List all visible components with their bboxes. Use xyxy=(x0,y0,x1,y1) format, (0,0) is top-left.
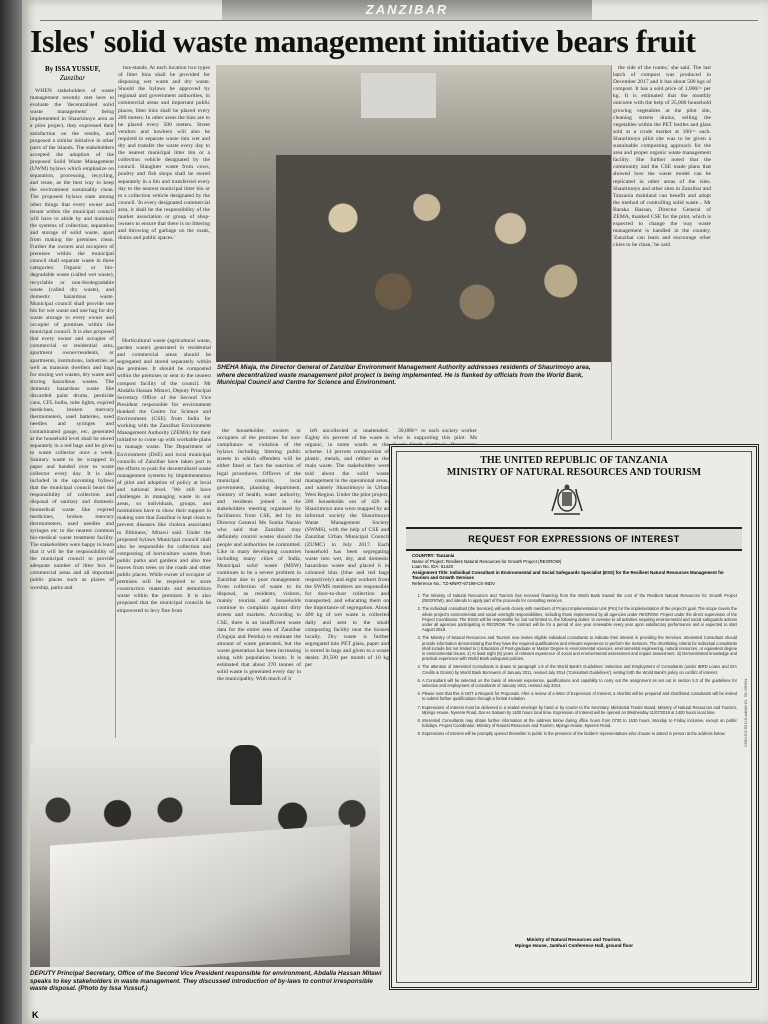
article-column-right xyxy=(613,65,711,437)
article-column-4 xyxy=(305,428,389,733)
column-text: 30,000/= to each society worker who is supporting this pilot. Ms xyxy=(393,428,477,442)
column-text: WHEN stakeholders of waste management recently met here to evaluate the 'decentralised solid waste management' being implemented in Shaurimoyo area as a pilot project, they expressed their satisfaction on the results, and proposed a similar initiative in other parts of the islands. The stakeholders accepted the adoption of the proposed Solid Waste Management (UWM) bylaws which emphasize on separation, processing, recycling, and reuse, as the best way to keep the environment sustainably clean. The proposed bylaws state among other things that every owner and tenant within the municipal council will have to abide by and maintain the systems of collection, separation and storage of solid waste, apart from making the premises clean. Further the owners and occupiers of premises within the municipal council shall separate waste in three categories: Organic or bio-degradable waste (called wet waste), recyclable or non-biodegradable waste (called dry waste), and domestic hazardous waste. Municipal council shall provide one bin for wet waste and one bag for dry waste storage to every owner and occupier of premises within the municipal council. It is also proposed that every owner and occupier of commercial or residential area, apartment owner/residents, or apartments, institutions, industries as well as mansion dwellers and bags for storing wet wastes, dry waste and storing hazardous wastes. The domestic hazardous waste like discarded paint drums, pesticide cans, CFL bulbs, tube lights, expired medicines, broken mercury thermometers, used batteries, used needles and syringes and contaminated gauge, etc, generated at the household level shall be stored separately in a red bags and be given to waste collector once a week. Sanitary waste to be wrapped in paper and handed over to waste collector every day. It is also included in the upcoming bylaws that the municipal council bears the responsibility of collection and disposal of sanitary and domestic biomedical waste like expired medicines, broken mercury thermometers, used needles and syringes etc to the nearest common bio-medical waste treatment facility. The stakeholders were happy to learn that it will be the responsibility of the municipal council to provide adequate number of litter box in commercial areas and all important public places such as places of worship, parks and xyxy=(30,88,114,591)
page-marker: K xyxy=(32,1010,39,1020)
photo-table-shape xyxy=(50,825,350,967)
column-divider xyxy=(115,88,116,738)
coat-of-arms-icon xyxy=(548,483,586,517)
column-divider xyxy=(611,65,612,440)
column-text: bus-stands. At each location two types of litter bins shall be provided for disposing wet waste and dry waste. Should the bylaws be approved by regional and government authorities, in commercial areas and important public places, litter bins shall be placed every 200 meters. In other areas the bins are to be placed every 500 meters. Street vendors and hawkers will also be required to separate waste into wet and dry and transfer the waste every day to the nearest municipal litter bin or a collection vehicle designated by the council. Slaughter waste from cows, poultry and fish shops shall be stored separately in a bin and transferred every day to the nearest municipal litter bin or to a collection vehicle designated by the council. 'In every designated commercial area, it shall be the responsibility of the market association or group of shop-owners to ensure that there is no littering and throwing of garbage on the roads, drains and public spaces.' xyxy=(118,65,210,242)
article-column-2 xyxy=(118,65,210,338)
ad-item: 1. The Ministry of Natural Resources and Tourism has received financing from the World Bank toward the cost of the Resilient Natural Resources for Growth Project (REGROW), and intends to apply part of the proceeds for consulting services. xyxy=(422,593,737,603)
ad-items-list xyxy=(412,593,737,737)
ad-side-note: Tender No. TZ-MNRT-67199-CS-INDV xyxy=(743,678,748,747)
photo-caption-main: SHEHA Miaja, the Director General of Zanzibar Environment Management Authority addresses residents of Shaurimoyo area, where decentralized waste management pilot project is being implemented. He is flanked by officials from the World Bank, Municipal Council and Centre for Science and Environment. xyxy=(217,364,591,387)
ad-item: 2. The individual consultant (the Services) will work closely with members of Project Implementation Unit (PIU) for the implementation of the project's goal. The scope covers the whole project's environmental and social oversight responsibilities, including those implemented by all agencies under REGROW. Project under the direct supervision of the Project Coordinator. The ESSS will be responsible for, but not limited to, the following duties: to oversee to all activities requiring environmental and social safeguards actions under all agencies participating in REGROW. The contract will be for a period of one year renewable every year upon satisfactory performance and is expected to start August 2018. xyxy=(422,606,737,632)
column-text: the householder, owners or occupiers of the premises for non-compliance or violation of the bylaws including littering public streets in which offenders will be either fined or face the sanction of legal procedures. Officers of the municipal councils, local government, planning department, ministry of health, water authority, and residents joined in the stakeholders meeting organised by facilitators from CSE, led by its Director General Ms Sunita Narain who said that Zanzibar may definitely control wastes should the people and authorities be committed. Like in many developing countries including many cities of India, Municipal solid waste (MSW) continues to be a severe problem in Zanzibar due to poor management. From collection of waste to its disposal, as residents, visitors, mainly tourists and households continue to complain against dirty streets and markets. According to CSE, there is an insufficient waste data for the entire area of Zanzibar (Unguja and Pemba) to estimate the amount of waste generated, but the waste generation has been increasing along with population boom. It is estimated that about 270 tonnes of solid waste is generated every day in the municipality. With much of it xyxy=(217,428,301,683)
column-text: the side of the routes,' she said. The last batch of compost was produced in December 2017 and it has about 500 kgs of compost. It has a sold price of 1,000/= per kg. It is estimated that the monthly outcome with the help of 25,000 household growing vegetables at the pilot site, cleaning streets drains, selling the vegetables within the PET bottles and glass sold at a crude market at 100/= each. Shaurimoyo pilot site was to be given a sustainable composting approach for the area and proper organic waste management facility. She further noted that the community and the CSE made plans that showed how the waste model can be replicated in other areas of the isles. Shaurimoyo and other sites in Zanzibar and Tanzania mainland can benefit and adopt the method of controlling solid waste... Mr Baraka Hassan, Director General of ZEMA, thanked CSE for the pilot, which is expected to change the way waste management is handled in the country. 'Zanzibar can learn and encourage other cities to be clean,' he said. xyxy=(613,65,711,249)
photo-tent-shape xyxy=(361,73,436,118)
byline-place: Zanzibar xyxy=(59,74,86,82)
ad-loan-no: Loan No. IDA: 61420 xyxy=(412,564,454,570)
ad-item: 7. Expressions of interest must be delivered in a sealed envelope by hand or by courier to the Secretary, Ministerial Tender Board, Ministry of Natural Resources and Tourism, Mpingo House, Nyerere Road, Dar es Salaam by 1400 hours local time. Expression of Interest will be opened on Wednesday 11/07/2018 at 1400 hours local time. xyxy=(422,705,737,715)
ad-item: 3. The Ministry of Natural Resources and Tourism now invites eligible individual consultants to indicate their interest in providing the Services. Interested Consultant should provide information demonstrating that they have the required qualifications and relevant experience to perform the Services. The shortlisting criteria for individual consultants shall include but not limited to i) Education of Post-graduate or Master Degree in environmental sciences, environmental engineering, natural resources, or equivalent degree in environmental issues. ii) At least eight (8) years of relevant experience of social and environmental assessment and impact assessment. iii) Demonstrated knowledge and practical experience with World Bank safeguard policies. xyxy=(422,635,737,661)
byline-author: By ISSA YUSSUF, xyxy=(45,65,100,73)
ad-sign-ministry: Ministry of Natural Resources and Tourism, xyxy=(526,937,622,942)
masthead-rule xyxy=(40,20,758,21)
ad-project-meta xyxy=(412,553,732,587)
column-text: left uncollected or unattended. Eighty six percent of the waste is organic, in some wards as the scheme. 14 percent composition of plastic, metals, and rubber as the main waste. The stakeholders were told about the solid waste management in the operational areas, and namely Shaurimoyo in Urban West Region. Under the pilot project, 200 households out of 426 in Shaurimoyo area were mapped by an informal society the Shaurimoyo Waste Management Society (SWMS), with the help of CSE and Zanzibar Urban Municipal Council (ZUMC) in July 2017. Each household has been segregating waste into wet, dry, and domestic hazardous waste and placed it in coloured bins (blue and red bags respectively) and eight workers from the SWMS members are responsible for door-to-door collection and transported, and educating them on the importance of segregation. About 400 kg of wet waste is collected daily and sent to the small composting facility near the houses locally. Dry waste is further segregated into PET glass, paper and is stored in bags and given to a waste dealer. 20,500 per month of 10 kg per xyxy=(305,428,389,669)
ad-sign-address: Mpingo House, Jamhuri Conference Hall, ground floor xyxy=(514,943,634,948)
article-column-3 xyxy=(217,428,301,733)
article-headline: Isles' solid waste management initiative bears fruit xyxy=(30,23,696,59)
photo-community-meeting xyxy=(216,65,611,362)
ad-project-name: Name of Project: Resilient Natural Resources for Growth Project (REGROW) xyxy=(412,558,562,564)
ad-item: 4. The attention of interested Consultants is drawn to paragraph 1.9 of the World Bank's Guidelines: Selection and Employment of Consultants (under IBRD Loans and IDA Credits & Grants) by World Bank Borrowers of January 2011, revised July 2014 ('Consultant Guidelines'), setting forth the World Bank's policy on conflict of interest. xyxy=(422,664,737,674)
ad-signature-block xyxy=(392,937,756,949)
ad-body xyxy=(412,593,737,933)
ad-item: 6. Please note that this is NOT a Request for Proposals. After a review of a letter of Expression of Interest, a shortlist will be prepared and shortlisted consultants will be invited to submit further qualifications through a formal invitation. xyxy=(422,691,737,701)
article-column-2b xyxy=(117,338,211,738)
section-masthead: ZANZIBAR xyxy=(222,0,592,20)
tender-advertisement xyxy=(389,444,759,990)
ad-assignment: Assignment Title: Individual Consultant in Environmental and Social Safeguards Specialist (ESS) for the Resilient Natural Resources Management for Tourism and Growth Services xyxy=(412,569,724,581)
byline xyxy=(30,65,115,83)
ad-item: 9. Expressions of Interest will be promptly opened thereafter in public in the presence of the bidders' representatives who choose to attend in person at the address below. xyxy=(422,731,737,736)
photo-stakeholders-meeting xyxy=(30,745,380,967)
ad-item: 5. A Consultant will be selected on the basis of relevant experience, qualifications and capability to carry out the assignment as set out in section 5.3 of the guidelines for selection and employment of consultants of January 2011, revised July 2014. xyxy=(422,678,737,688)
ad-banner-eoi: REQUEST FOR EXPRESSIONS OF INTEREST xyxy=(406,527,742,551)
column-text: Horticultural waste (agricultural waste, garden waste) generated in residential and commercial areas should be segregated and stored separately within the premises. It should be composted within the premises or sent to the nearest compost facility of the council. Mr Abdalla Hassan Mitawi, Deputy Principal Secretary Office of the Second Vice President responsible for environment thanked the Centre for Science and Environment (CSE) from India for working with the Zanzibar Environment Management Authority (ZEMA) for their initiative to come up with workable plans to manage waste. The Department of Environment (DoE) and local municipal councils of Zanzibar have taken part in the efforts to push for decentralised waste management systems by implementation of pilot and adoption of policy at local and national level. 'We still have challenges in managing waste in our areas, so individuals, groups, and institutions have to show their support in making sure that Zanzibar is kept clean to prevent diseases like cholera associated to filthiness,' Mitawi said. Under the proposed bylaws Municipal council shall also be responsible for collection and composting of horticulture wastes from public parks and gardens and also tree leaves from trees on the roads and other public places. While owner of occupier of premises will be required to store construction materials and demolition waste within the premises. It is also proposed that the municipal councils be empowered to levy fine from xyxy=(117,338,211,614)
ad-reference: Reference No.: TZ-MNRT-67199-CS-INDV xyxy=(412,580,496,586)
photo-speaker-shape xyxy=(230,745,262,805)
ad-title-ministry: MINISTRY OF NATURAL RESOURCES AND TOURISM xyxy=(446,467,702,478)
ad-item: 8. Interested Consultants may obtain further information at the address below during office hours from 0730 to 1530 hours, Monday to Friday inclusive, except on public holidays. Project Coordinator, Ministry of Natural Resources and Tourism, Mpingo House, Nyerere Road. xyxy=(422,718,737,728)
ad-title-country: THE UNITED REPUBLIC OF TANZANIA xyxy=(480,455,668,466)
photo-crowd-shape xyxy=(276,155,611,362)
photo-caption-bottom: DEPUTY Principal Secretary, Office of the Second Vice President responsible for environment, Abdalla Hassan Mitawi speaks to key stakeholders in waste management. They discussed introduction of by-laws to control irresponsible waste disposal. (Photo by Issa Yussuf.) xyxy=(30,970,382,993)
ad-country: COUNTRY: Tanzania xyxy=(412,553,455,558)
